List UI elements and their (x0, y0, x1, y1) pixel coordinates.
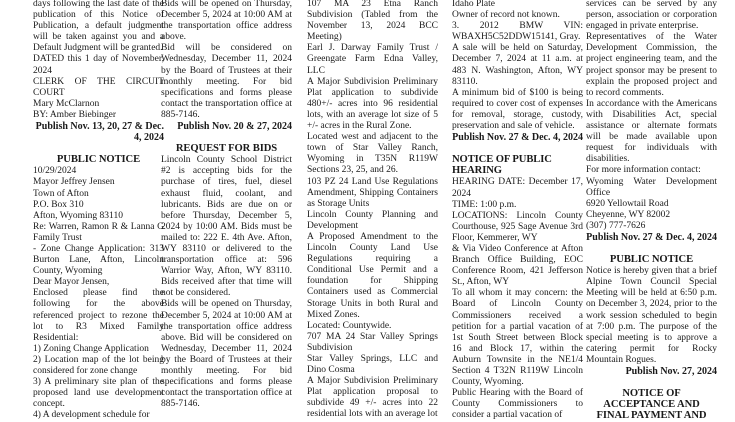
notice-paragraph: 4) A development schedule for (33, 410, 150, 421)
notice-paragraph: 6920 Yellowtail Road (586, 198, 669, 209)
notice-paragraph: Lincoln County School District #2 is accepting bids for the purchase of tires, fuel, diesel exhaust fluid, coolant, and lubricants. Bids are due on or before Thursday, December 5, 2024 by 10:00 AM. Bids must be mailed to: 222 E. 4th Ave. Afton, WY 83110 or delivered to the transportation office at: 596 Warrior Way, Afton, WY 83110. Bids received after that time will not be considered. (161, 155, 292, 299)
notice-paragraph: DATED this 1 day of November, 2024 (33, 54, 164, 76)
notice-paragraph: 1) Zoning Change Application (33, 343, 149, 354)
notice-paragraph: Located west and adjacent to the town of Star Valley Ranch, Wyoming in T35N R119W Sections 23, 25, and 26. (307, 132, 438, 176)
notice-paragraph: TIME: 1:00 p.m. (452, 199, 517, 210)
column-1 (33, 0, 164, 421)
notice-paragraph: Afton, Wyoming 83110 (33, 210, 123, 221)
publish-dates: Publish Nov. 27, 2024 (625, 366, 717, 377)
publish-dates: Publish Nov. 27 & Dec. 4, 2024 (452, 132, 583, 144)
notice-paragraph: Earl J. Darway Family Trust / Greengate Farm Edna Valley, LLC (307, 43, 438, 76)
column-5 (586, 0, 717, 422)
notice-paragraph: Located: Countywide. (307, 320, 392, 331)
notice-paragraph: Cheyenne, WY 82002 (586, 209, 671, 220)
notice-heading: NOTICE OF PUBLIC HEARING (452, 154, 552, 177)
notice-paragraph: & Via Video Conference at Afton Branch Office Building, EOC Conference Room, 421 Jefferson St., Afton, WY (452, 243, 583, 288)
notice-paragraph: A minimum bid of $100 is being required to cover cost of expenses for removal, storage, custody, preservation and sale of vehicle. (452, 87, 583, 132)
notice-paragraph: Dear Mayor Jensen, (33, 277, 110, 288)
notice-paragraph: To all whom it may concern: the Board of Lincoln County Commissioners received a petition for a partial vacation of 1st South Street between Block 16 and Block 17, within the Auburn Townsite in the NE1/4 Section 4 T32N R119W Lincoln County, Wyoming. (452, 288, 583, 388)
column-4 (452, 0, 583, 421)
column-2 (161, 0, 292, 410)
notice-paragraph: Town of Afton (33, 188, 89, 199)
notice-paragraph: A sale will be held on Saturday, December 7, 2024 at 11 a.m. at 483 N. Washington, Afton, WY 83110. (452, 43, 583, 87)
notice-paragraph: Public Hearing with the Board of County Commissioners to consider a partial vacation of (452, 388, 583, 421)
notice-paragraph: - Zone Change Application: 313 Burton Lane, Afton, Lincoln County, Wyoming (33, 243, 164, 277)
notice-paragraph: Re: Warren, Ramon R & Lanna G Family Trust (33, 221, 164, 243)
notice-paragraph: Mary McClarnon (33, 98, 100, 109)
notice-paragraph: Star Valley Springs, LLC and Dino Cosma (307, 354, 438, 376)
notice-paragraph: 3) A preliminary site plan of the proposed land use development concept. (33, 377, 164, 410)
notice-heading: PUBLIC NOTICE (56, 154, 141, 166)
notice-paragraph: Lincoln County Planning and Development (307, 209, 438, 231)
notice-paragraph: services can be served by any person, association or corporation engaged in private enterprise. (586, 0, 717, 32)
notice-paragraph: CLERK OF THE CIRCUIT COURT (33, 76, 164, 98)
notice-paragraph: Owner of record not known. (452, 10, 560, 21)
publish-dates: Publish Nov. 27 & Dec. 4, 2024 (586, 231, 717, 243)
notice-paragraph: A Proposed Amendment to the Lincoln County Land Use Regulations requiring a Conditional Use Permit and a foundation for Shipping Containers used as Commercial Storage Units in both Rural and Mixed Zones. (307, 231, 438, 320)
notice-paragraph: P.O. Box 310 (33, 199, 84, 210)
notice-heading: NOTICE OF ACCEPTANCE AND FINAL PAYMENT AND (596, 388, 707, 422)
notice-paragraph: For more information contact: (586, 165, 701, 176)
notice-paragraph: LOCATIONS: Lincoln County Courthouse, 925 Sage Avenue 3rd Floor, Kemmerer, WY (452, 210, 583, 243)
notice-paragraph: Bids will be opened on Thursday, December 5, 2024 at 10:00 AM at the transportation office address above. (161, 0, 292, 43)
column-3 (307, 0, 438, 421)
notice-paragraph: BY: Amber Biebinger (33, 109, 117, 120)
notice-paragraph: HEARING DATE: December 17, 2024 (452, 177, 583, 199)
notice-paragraph: In accordance with the Americans with Disabilities Act, special assistance or alternate formats will be made available upon request for individuals with disabilities. (586, 98, 717, 165)
notice-paragraph: Mayor Jeffrey Jensen (33, 177, 115, 188)
notice-paragraph: Notice is hereby given that a brief Alpine Town Council Special Meeting will be held at 6:50 p.m. on December 3, 2024, prior to the work session scheduled to begin at 7:00 p.m. The purpose of the special meeting is to approve a catering permit for Rocky Mountain Rogues. (586, 266, 717, 365)
notice-paragraph: days following the last date of the publication of this Notice of Publication, a default judgment will be taken against you and a Default Judgment will be granted. (33, 0, 164, 54)
notice-paragraph: Idaho Plate (452, 0, 496, 9)
notice-paragraph: 10/29/2024 (33, 166, 77, 177)
notice-paragraph: Bid will be considered on Wednesday, December 11, 2024 by the Board of Trustees at their monthly meeting. For bid specifications and forms please contact the transportation office at 885-7146. (161, 43, 292, 120)
notice-paragraph: 107 MA 23 Etna Ranch Subdivision (Tabled from the November 13, 2024 BCC Meeting) (307, 0, 438, 43)
notice-paragraph: A Major Subdivision Preliminary Plat application to subdivide 480+/- acres into 96 residential lots, with an average lot size of 5 +/- acres in the Rural Zone. (307, 76, 438, 132)
notice-paragraph: A Major Subdivision Preliminary Plat application proposal to subdivide 49 +/- acres into 22 residential lots with an average lot (307, 376, 438, 420)
notice-heading: REQUEST FOR BIDS (175, 143, 278, 155)
notice-heading: PUBLIC NOTICE (609, 254, 694, 266)
notice-paragraph: 707 MA 24 Star Valley Springs Subdivision (307, 331, 438, 353)
notice-paragraph: 3. 2012 BMW VIN: WBAXH5C52DDW15141, Gray. (452, 21, 583, 43)
notice-paragraph: Wyoming Water Development Office (586, 176, 717, 198)
notice-paragraph: 103 PZ 24 Land Use Regulations Amendment, Shipping Containers as Storage Units (307, 176, 438, 209)
notice-paragraph: Bids will be opened on Thursday, December 5, 2024 at 10:00 AM at the transportation office address above. Bid will be considered on Wednesday, December 11, 2024 by the Board of Trustees at their monthly meeting. For bid specifications and forms please contact the transportation office at 885-7146. (161, 299, 292, 410)
notice-paragraph: Representatives of the Water Development Commission, the project engineering team, and the project sponsor may be present to explain the proposed project and to record comments. (586, 32, 717, 98)
publish-dates: Publish Nov. 20 & 27, 2024 (177, 121, 292, 133)
notice-paragraph: 2) Location map of the lot being considered for zone change (33, 354, 164, 376)
publish-dates: Publish Nov. 13, 20, 27 & Dec. 4, 2024 (35, 121, 164, 144)
notice-paragraph: (307) 777-7626 (586, 220, 646, 231)
notice-paragraph: Enclosed please find the following for the above referenced project to rezone the lot to R3 Mixed Family Residential: (33, 288, 164, 343)
